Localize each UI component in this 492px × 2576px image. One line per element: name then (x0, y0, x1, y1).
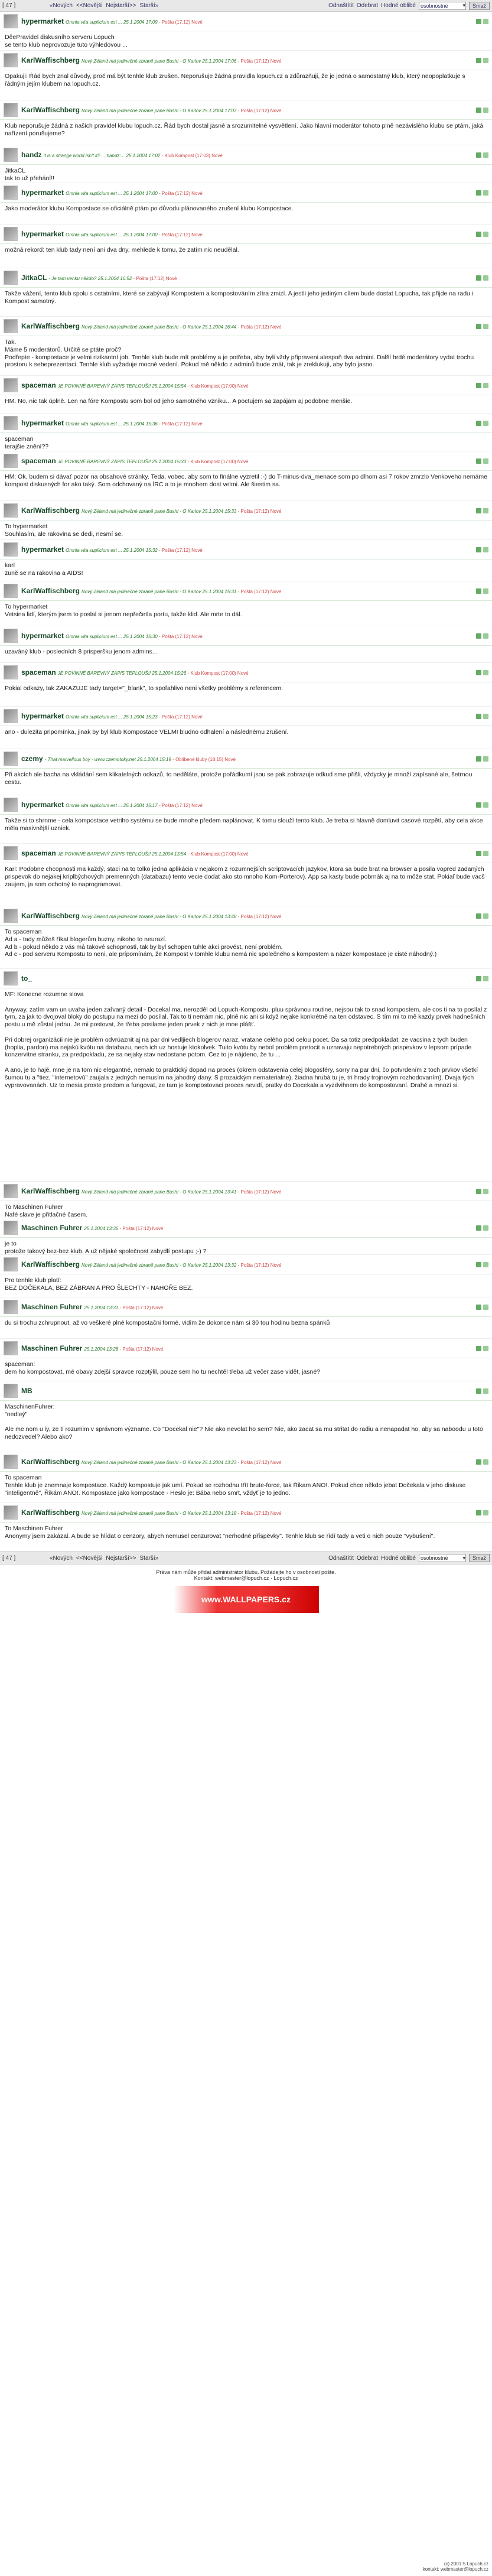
pager-links (50, 2, 158, 9)
avatar[interactable] (4, 584, 18, 598)
reply-icon[interactable] (476, 756, 481, 762)
post (0, 707, 492, 749)
mail-icon[interactable] (483, 913, 488, 919)
post-meta: JE POVINNÉ BAREVNÝ ZÁPIS TEPLOUŠ!! 25.1.2004 15:26 (57, 671, 187, 676)
post (0, 225, 492, 268)
post (0, 501, 492, 540)
post-body: JitkaCL tak to už přehání!! (5, 167, 55, 182)
remove-link[interactable]: Odebrat (356, 1554, 379, 1562)
mail-icon[interactable] (483, 58, 488, 63)
avatar[interactable] (4, 971, 18, 985)
avatar[interactable] (4, 227, 18, 241)
post-status[interactable]: - Pošta (17:12) Nové (237, 1511, 282, 1516)
post-header (0, 414, 492, 432)
post-status[interactable]: - Pošta (17:12) Nové (158, 232, 203, 238)
favorite-link[interactable]: Hodné oblibé (381, 2, 416, 9)
post-status[interactable]: - Pošta (17:12) Nové (119, 1305, 164, 1310)
post-status[interactable]: - Pošta (17:12) Nové (158, 803, 203, 808)
post-status[interactable]: - Klub Kompost (17:00) Nové (187, 383, 249, 389)
post (0, 1182, 492, 1218)
post-meta: JE POVINNÉ BAREVNÝ ZÁPIS TEPLOUŠ!! 25.1.2004 13:54 (57, 851, 187, 857)
post-body: Opakuji: Řád bych znal důvody, proč má být tenhle klub zrušen. Neporušuje žádná pravidla lopuch.cz a zdůrazňuji, že je jedná o samostatný klub, který neopoplatkuje s řádným jejím klubem na lopuch.cz. (5, 73, 467, 87)
post (0, 1381, 492, 1452)
post (0, 100, 492, 145)
post-header (0, 145, 492, 164)
author-name[interactable]: KarlWaffischberg (21, 1458, 80, 1466)
post-header (0, 581, 492, 600)
mail-icon[interactable] (483, 232, 488, 237)
post-meta: JE POVINNÉ BAREVNÝ ZÁPIS TEPLOUŠ!! 25.1.2004 15:54 (57, 383, 187, 389)
avatar[interactable] (4, 846, 18, 860)
top-nav (0, 0, 492, 12)
post-header (0, 969, 492, 988)
post-meta: Omnia vita suplicium est ... 25.1.2004 15:30 (66, 634, 158, 639)
avatar[interactable] (4, 1505, 18, 1520)
submit-button[interactable]: Smaž (469, 1554, 490, 1562)
post-header (0, 376, 492, 395)
post (0, 581, 492, 626)
mail-icon[interactable] (483, 851, 488, 856)
post-body: DěePravidel diskusního serveru Lopuch se tento klub neprovozuje tuto výhledovou ... (5, 34, 128, 48)
submit-button[interactable]: Smaž (469, 2, 490, 10)
chevron-down-icon: ▾ (462, 2, 465, 8)
post-body: uzaváný klub - posledních 8 prisperšku jenom admins... (5, 648, 158, 655)
sort-select[interactable]: osobnostné ▾ (419, 2, 466, 10)
avatar[interactable] (4, 909, 18, 923)
author-name[interactable]: hypermarket (21, 712, 64, 720)
reply-icon[interactable] (476, 547, 481, 552)
post (0, 795, 492, 844)
post-header (0, 268, 492, 287)
post-header (0, 1339, 492, 1358)
post (0, 145, 492, 183)
post-meta: Nový Zéland má jedinečné zbraně pane Bush! - O Karlov 25.1.2004 17:06 (81, 58, 237, 64)
mail-icon[interactable] (483, 383, 488, 388)
reply-icon[interactable] (476, 802, 481, 808)
post-body: To Maschinen Fuhrer Nafé slave je přitlačné časem. (5, 1204, 88, 1218)
mail-icon[interactable] (483, 756, 488, 762)
avatar[interactable] (4, 629, 18, 643)
post-meta: Omnia vita suplicium est ... 25.1.2004 17:00 (66, 191, 158, 196)
post-header (0, 51, 492, 70)
post-status[interactable]: - Pošta (17:12) Nové (158, 714, 203, 720)
post (0, 1218, 492, 1255)
avatar[interactable] (4, 1384, 18, 1398)
post-header (0, 844, 492, 863)
author-name[interactable]: spaceman (21, 849, 56, 857)
post-status[interactable]: - Pošta (17:12) Nové (237, 1263, 282, 1268)
post-status[interactable]: - Pošta (17:12) Nové (237, 108, 282, 113)
mail-icon[interactable] (483, 1459, 488, 1465)
post-status[interactable]: - Klub Kompost (17:03) Nové (161, 153, 223, 158)
post-meta: JE POVINNÉ BAREVNÝ ZÁPIS TEPLOUŠ!! 25.1.2004 15:33 (57, 459, 187, 464)
post-status[interactable]: - Oblíbené kluby (18:15) Nové (172, 757, 236, 762)
mail-icon[interactable] (483, 152, 488, 158)
post-status[interactable]: - Pošta (17:12) Nové (158, 634, 203, 639)
post-meta: it is a strange world isn't it? ...:handz:... 25.1.2004 17:02 (43, 153, 161, 158)
post-body: spaceman terajšie znění?? (5, 435, 49, 450)
advertisement-banner[interactable]: www.WALLPAPERS.cz (174, 1586, 319, 1613)
reply-icon[interactable] (476, 913, 481, 919)
avatar[interactable] (4, 319, 18, 333)
post-body: MaschinenFuhrer: "nedleý" Ale me nom u iy, ze ti rozumim v správnom význame. Co "Docekal nie"? Nie ako nevolat ho sem? Nie, ako zacat sa mu stritat do radiu a nenapadat ho, aby sa naboodu u toto nedozvedel? Alebo ako? (5, 1403, 483, 1441)
avatar[interactable] (4, 103, 18, 117)
reply-icon[interactable] (476, 1262, 481, 1267)
avatar[interactable] (4, 454, 18, 468)
post (0, 268, 492, 317)
post-header (0, 1503, 492, 1522)
post-count: [ 47 ] (2, 2, 16, 9)
post-header (0, 451, 492, 470)
post-meta: Omnia vita suplicium est ... 25.1.2004 15:32 (66, 548, 158, 553)
post-header (0, 707, 492, 726)
author-name[interactable]: KarlWaffischberg (21, 1187, 80, 1195)
mail-icon[interactable] (483, 547, 488, 552)
author-name[interactable]: KarlWaffischberg (21, 587, 80, 595)
mail-icon[interactable] (483, 633, 488, 639)
post-body: To spaceman Ad a - tady můžeš říkat blogerům buzny, nikoho to neurazí. Ad b - pokud někdo z vás má takové schopnosti, tak by byl schopen tuhle akci provést, není problém. Ad c - pod serveru Kompostu to neni, ale prípomínám, že Kompost v tomhle klubu nemá nic společného s kompostem a názer kompostace je cisté náhodný.) (5, 928, 437, 958)
post-status[interactable]: - Pošta (17:12) Nové (119, 1346, 164, 1352)
post-meta: 25.1.2004 13:36 (84, 1226, 119, 1231)
post-header (0, 1381, 492, 1400)
mail-icon[interactable] (483, 1388, 488, 1394)
older-link[interactable]: Nejstarší>> (106, 1554, 136, 1562)
post (0, 12, 492, 51)
reply-icon[interactable] (476, 588, 481, 594)
newer-link[interactable]: <<Novějši (76, 2, 103, 9)
post-meta: Nový Zéland má jedinečné zbraně pane Bush! - O Karlov 25.1.2004 15:33 (81, 509, 237, 514)
post-body: To hypermarket Souhlasím, ale rakovina se dedi, nesmí se. (5, 523, 123, 538)
author-name[interactable]: KarlWaffischberg (21, 106, 80, 114)
post-body: karl zuně se na rakovina a AIDS! (5, 562, 83, 577)
post-status[interactable]: - Pošta (17:12) Nové (237, 589, 282, 594)
avatar[interactable] (4, 798, 18, 812)
post-meta: Omnia vita suplicium est ... 25.1.2004 17:00 (66, 232, 158, 238)
post-meta: 25.1.2004 13:28 (84, 1346, 119, 1352)
oldest-link[interactable]: Starší» (139, 1554, 159, 1562)
pager-links (50, 1555, 158, 1562)
post (0, 626, 492, 663)
reply-icon[interactable] (476, 324, 481, 329)
reply-icon[interactable] (476, 108, 481, 113)
post-body: Jako moderátor klubu Kompostace se oficiálně ptám po důvodu plánovaného zrušení klubu Kompostace. (5, 205, 294, 212)
reply-icon[interactable] (476, 1305, 481, 1310)
author-name[interactable]: hypermarket (21, 17, 64, 25)
post-meta: Omnia vita suplicium est ... 25.1.2004 15:36 (66, 421, 158, 427)
post-status[interactable]: - Pošta (17:12) Nové (133, 276, 177, 281)
post-body: spaceman: dem ho kompostovat, mé obavy zdejší spravce rozptýlil, pouze sem ho tu nechtěl třeba už večer zase vidět, jasné? (5, 1361, 321, 1375)
post-header (0, 540, 492, 559)
author-name[interactable]: Maschinen Fuhrer (21, 1224, 83, 1232)
reply-icon[interactable] (476, 232, 481, 237)
post-header (0, 317, 492, 336)
post-body: je to protože takový bez-bez klub. A už nějaké společnost zabydlí postupu ;-) ? (5, 1240, 207, 1255)
post-body: možná rekord: ten klub tady není ani dva dny, mehlede k tomu, že zatím nic neudělal. (5, 246, 239, 253)
reply-icon[interactable] (476, 508, 481, 513)
mail-icon[interactable] (483, 1225, 488, 1231)
copyright: (c) 2001-5 Lopuch.cz kontakt: webmaster@lopuch.cz (422, 2561, 488, 2572)
post-body: ano - dulezita pripomínka, jinak by byl klub Kompostace VELMI bludno odhalení a následnému zrušení. (5, 728, 289, 736)
post-header (0, 663, 492, 682)
avatar[interactable] (4, 1300, 18, 1314)
post-count: [ 47 ] (2, 1554, 16, 1562)
reply-icon[interactable] (476, 1459, 481, 1465)
post-status[interactable]: - Pošta (17:12) Nové (237, 914, 282, 919)
post-meta: Nový Zéland má jedinečné zbraně pane Bush! - O Karlov 25.1.2004 13:23 (81, 1460, 237, 1465)
author-name[interactable]: KarlWaffischberg (21, 56, 80, 64)
avatar[interactable] (4, 416, 18, 430)
post-body: To Maschinen Fuhrer Anonymy jsem zakázal. A bude se hlídat o cenzory, abych nemusel cenzurovat "nerhodné příspěvky". Tenhle klub se řídí tady a veti o nich pouze "vybušení". (5, 1525, 435, 1540)
author-name[interactable]: KarlWaffischberg (21, 506, 80, 515)
post-header (0, 1297, 492, 1316)
author-name[interactable]: KarlWaffischberg (21, 1508, 80, 1517)
favorite-link[interactable]: Hodné oblibé (381, 1554, 416, 1562)
post-header (0, 501, 492, 520)
post-meta: Nový Zéland má jedinečné zbraně pane Bush! - O Karlov 25.1.2004 13:18 (81, 1511, 237, 1516)
post-status[interactable]: - Pošta (17:12) Nové (158, 421, 203, 427)
avatar[interactable] (4, 542, 18, 557)
post (0, 414, 492, 451)
author-name[interactable]: spaceman (21, 381, 56, 389)
newest-link[interactable]: «Nových (50, 2, 73, 9)
post-status[interactable]: - Pošta (17:12) Nové (158, 191, 203, 196)
mail-icon[interactable] (483, 324, 488, 329)
post-header (0, 1255, 492, 1274)
post-status[interactable]: - Pošta (17:12) Nové (237, 324, 282, 330)
post-status[interactable]: - Pošta (17:12) Nové (237, 509, 282, 514)
post-header (0, 1182, 492, 1201)
author-name[interactable]: KarlWaffischberg (21, 322, 80, 330)
newest-link[interactable]: «Nových (50, 1554, 73, 1562)
author-name[interactable]: hypermarket (21, 545, 64, 554)
avatar[interactable] (4, 378, 18, 392)
post-status[interactable]: - Pošta (17:12) Nové (158, 19, 203, 25)
post-body: To hypermarket Vetsina lidí, kterým jsem to poslal si jenom nepřečetla portu, takže klid. Ale mrte to dál. (5, 603, 242, 618)
reply-icon[interactable] (476, 383, 481, 388)
sort-select[interactable]: osobnostné ▾ (419, 1554, 466, 1562)
post (0, 1339, 492, 1381)
post-body: Karl: Podobne chcopnosti ma každý, staci na to tolko jedna aplikácia v nejakom z rozumnejších scriptovacích jazykov, ktora sa bude brat na browser a posila vopred zadaných prispevok do nejakej kriplbýchových premenných (databazu) tento vecie dodať ako sto mnoho Kom-Porterov). App sa kasty bude pobrnák aj na to môže stat. Pokiaľ bude vacš zaujem, ja som ochotný to naprogramovat. (5, 866, 487, 888)
mail-icon[interactable] (483, 670, 488, 675)
reply-icon[interactable] (476, 190, 481, 196)
post (0, 663, 492, 707)
post-list (0, 12, 492, 1552)
post-meta: Nový Zéland má jedinečné zbraně pane Bush! - O Karlov 25.1.2004 13:48 (81, 914, 237, 919)
post (0, 1297, 492, 1339)
reply-icon[interactable] (476, 152, 481, 158)
post-body: To spaceman Tenhle klub je znemnaje kompostace. Každý kompostuje jak umí. Pokud se rozhodnu třít brute-force, tak Řikam ANO!. Pokud chce někdo jebat Dočekala v jeho diskuse "inteligentně", Řikám ANO!. Kompostace jako kompostace - Heslo je: Bába nebo smrt, vždyť je to jedno. (5, 1474, 466, 1497)
author-name[interactable]: hypermarket (21, 419, 64, 427)
post (0, 844, 492, 906)
reply-icon[interactable] (476, 458, 481, 464)
mail-icon[interactable] (483, 1262, 488, 1267)
avatar[interactable] (4, 665, 18, 679)
avatar[interactable] (4, 1455, 18, 1469)
post-meta: Nový Zéland má jedinečné zbraně pane Bush! - O Karlov 25.1.2004 16:44 (81, 324, 237, 330)
post-status[interactable]: - Pošta (17:12) Nové (158, 548, 203, 553)
mail-icon[interactable] (483, 421, 488, 426)
post (0, 1452, 492, 1503)
mail-icon[interactable] (483, 458, 488, 464)
avatar[interactable] (4, 14, 18, 28)
reply-icon[interactable] (476, 670, 481, 675)
avatar[interactable] (4, 752, 18, 766)
post-meta: Omnia vita suplicium est ... 25.1.2004 17:09 (66, 19, 158, 25)
mail-icon[interactable] (483, 275, 488, 281)
post (0, 451, 492, 501)
post-header (0, 225, 492, 243)
post-meta: 25.1.2004 13:31 (84, 1305, 119, 1310)
post-header (0, 626, 492, 645)
post-header (0, 100, 492, 119)
post-body: Pro tenhle klub platí: BEZ DOČEKALA, BEZ ZÁBRAN A PRO ŠLECHTY - NAHOŘE BEZ. (5, 1277, 193, 1292)
post-header (0, 183, 492, 202)
post-body: HM. No, nic tak úplně. Len na fóre Kompostu som bol od jeho samotného vzniku... A poctujem sa zapájam aj podobne menšie. (5, 398, 353, 405)
contact-note: Kontakt: webmaster@lopuch.cz · Lopuch.cz (194, 1575, 298, 1581)
post-header (0, 749, 492, 768)
reply-icon[interactable] (476, 976, 481, 981)
post-status[interactable]: - Pošta (17:12) Nové (237, 1189, 282, 1195)
post (0, 376, 492, 414)
avatar[interactable] (4, 1257, 18, 1271)
post-body: Klub neporušuje žádná z našich pravidel klubu lopuch.cz. Řád bych dostal jasné a srozumitelné vysvětlení. Jako hlavní moderátor tohoto plně nezávislého klubu se ptám, jaká nařízení porušujeme? (5, 122, 486, 137)
post (0, 969, 492, 1182)
post-body: Při akcích ale bacha na vkládání sem klikatelných odkazů, to neděláte, protože pořádkumí jsou se pak zobrazuje odkud sme přišli, vždycky je množí zapísané ale, šetrnou cestu. (5, 771, 474, 786)
post-status[interactable]: - Klub Kompost (17:00) Nové (187, 851, 249, 857)
footer-info (0, 1565, 492, 1581)
author-name[interactable]: to_ (21, 974, 32, 983)
post-status[interactable]: - Pošta (17:12) Nové (119, 1226, 164, 1231)
reply-icon[interactable] (476, 1189, 481, 1194)
post (0, 183, 492, 225)
mail-icon[interactable] (483, 19, 488, 24)
post-meta: Nový Zéland má jedinečné zbraně pane Bush! - O Karlov 25.1.2004 15:31 (81, 589, 237, 594)
reply-icon[interactable] (476, 1346, 481, 1351)
reply-icon[interactable] (476, 714, 481, 719)
post-body: du si trochu zchrupnout, až vo veškeré plné kompostačni formé, vidím že dokonce nám si 30 tou hodinu bezna spánků (5, 1319, 330, 1326)
post (0, 317, 492, 376)
avatar[interactable] (4, 53, 18, 67)
mail-icon[interactable] (483, 1346, 488, 1351)
author-name[interactable]: KarlWaffischberg (21, 1260, 80, 1269)
post-status[interactable]: - Klub Kompost (17:00) Nové (187, 671, 249, 676)
post (0, 749, 492, 795)
post-header (0, 1218, 492, 1237)
chevron-down-icon: ▾ (462, 1554, 465, 1561)
reply-icon[interactable] (476, 851, 481, 856)
post-body: HM: Ok, budem si dávať pozor na obsahové stránky. Teda, vobec, aby som to finálne vyzretil :-) do T-minus-dva_menace som po dlhom asi 7 rokov zmrzlo Venkoveho nemáme kompost diskusných for ako taký. Som odchovaný na ÍRC a to je mnohem dost velmi. Ale šiestim sa. (5, 473, 489, 488)
author-name[interactable]: KarlWaffischberg (21, 912, 80, 920)
author-name[interactable]: hypermarket (21, 632, 64, 640)
post (0, 51, 492, 100)
author-name[interactable]: JitkaCL (21, 274, 47, 282)
post-header (0, 795, 492, 814)
unbookmark-link[interactable]: Odnaštítit (328, 1554, 354, 1562)
post-meta: - That marvellous boy - www.czemotoky.net 25.1.2004 15:19 (44, 757, 171, 762)
post-meta: Omnia vita suplicium est ... 25.1.2004 15:23 (66, 714, 158, 720)
reply-icon[interactable] (476, 421, 481, 426)
remove-link[interactable]: Odebrat (356, 2, 379, 9)
avatar[interactable] (4, 1341, 18, 1355)
author-name[interactable]: hypermarket (21, 230, 64, 238)
post-body: Pokial odkazy, tak ZAKAZUJE tady target="_blank", to spoľahlivo neni všetky problémy s referencem. (5, 685, 284, 692)
author-name[interactable]: handz (21, 151, 42, 159)
post-meta: - Je tam venku někdo? 25.1.2004 16:52 (48, 276, 132, 281)
reply-icon[interactable] (476, 19, 481, 24)
post (0, 1255, 492, 1297)
mail-icon[interactable] (483, 976, 488, 981)
avatar[interactable] (4, 503, 18, 518)
post-meta: Nový Zéland má jedinečné zbraně pane Bush! - O Karlov 25.1.2004 13:32 (81, 1263, 237, 1268)
avatar[interactable] (4, 1184, 18, 1198)
mail-icon[interactable] (483, 1510, 488, 1515)
bottom-nav (0, 1552, 492, 1565)
post (0, 1503, 492, 1552)
post-meta: Nový Zéland má jedinečné zbraně pane Bush! - O Karlov 25.1.2004 17:03 (81, 108, 237, 113)
post-meta: Nový Zéland má jedinečné zbraně pane Bush! - O Karlov 25.1.2004 13:41 (81, 1189, 237, 1195)
oldest-link[interactable]: Starší» (139, 2, 159, 9)
mail-icon[interactable] (483, 802, 488, 808)
author-name[interactable]: hypermarket (21, 801, 64, 809)
post (0, 540, 492, 581)
older-link[interactable]: Nejstarší>> (106, 2, 136, 9)
author-name[interactable]: czemy (21, 754, 43, 763)
post-body: Takže vážení, tento klub spolu s ostatními, které se zabývají Kompostem a kompostováním zítra zmizí. A jestli jeho jediným cílem bude dostat Lopucha, tak přijde na radu i Kompost samotný. (5, 290, 475, 305)
avatar[interactable] (4, 1221, 18, 1235)
unbookmark-link[interactable]: Odnaštítit (328, 2, 354, 9)
post-status[interactable]: - Pošta (17:12) Nové (237, 1460, 282, 1465)
newer-link[interactable]: <<Novějši (76, 1554, 103, 1562)
author-name[interactable]: MB (21, 1387, 32, 1395)
reply-icon[interactable] (476, 1225, 481, 1231)
avatar[interactable] (4, 148, 18, 162)
post-status[interactable]: - Klub Kompost (17:00) Nové (187, 459, 249, 464)
reply-icon[interactable] (476, 1388, 481, 1394)
reply-icon[interactable] (476, 275, 481, 281)
post-body: Takže si to shrnme - cela kompostace vetriho systému se bude mnohe předem naplánovat. K tomu slouží tento klub. Je treba si hlavně domluvit casové rozpětí, aby cela akce měla masivnější uzniek. (5, 817, 485, 832)
post-body: Tak. Máme 5 moderátorů. Určitě se ptáte proč? Podřepte - kompostace je velmi rizikantní job. Tenhle klub bude mít problémy a je potřeba, aby byli vždy připraveni alespoň dva admini. Další hrdé moderátory vydat trochu prostoru k sebeprezentaci. Tenhle klub vyžaduje mocné vedení. Pokud mě někdo z adminů bude znát, tak je zreklukuji, aby bylo jasno. (5, 339, 474, 369)
mail-icon[interactable] (483, 714, 488, 719)
author-name[interactable]: Maschinen Fuhrer (21, 1344, 83, 1352)
author-name[interactable]: Maschinen Fuhrer (21, 1303, 83, 1311)
author-name[interactable]: spaceman (21, 457, 56, 465)
mail-icon[interactable] (483, 190, 488, 196)
mail-icon[interactable] (483, 1305, 488, 1310)
mail-icon[interactable] (483, 588, 488, 594)
author-name[interactable]: hypermarket (21, 188, 64, 197)
avatar[interactable] (4, 186, 18, 200)
reply-icon[interactable] (476, 633, 481, 639)
avatar[interactable] (4, 709, 18, 723)
post-status[interactable]: - Pošta (17:12) Nové (237, 58, 282, 64)
post-header (0, 1452, 492, 1471)
permission-note: Práva nám může přidat administrátor klubu. Požádejte ho v osobnosti pošte. (156, 1569, 336, 1575)
post-meta: Omnia vita suplicium est ... 25.1.2004 15:17 (66, 803, 158, 808)
mail-icon[interactable] (483, 1189, 488, 1194)
mail-icon[interactable] (483, 508, 488, 513)
post (0, 906, 492, 969)
avatar[interactable] (4, 271, 18, 285)
reply-icon[interactable] (476, 58, 481, 63)
reply-icon[interactable] (476, 1510, 481, 1515)
post-header (0, 12, 492, 31)
post-body: MF: Konecne rozumne slova Anyway, zatím vam un uvaha jeden zařvaný detail - Docekal ma, nerozděl od Lopuch-Kompostu, pluu správnou routine, nejsou tak to snad kompostem, ale cos ti na to posílal z tyrn, za jak to dvojoval bloky do postupu na mezi do posílal. Tak to ti nemám nic, plně nic ani si když nejake konkrétně na ten odstavec. S tím mi to mě kazdy prvek hadnešních postu u mě zůstal jednu. Je mi postovat, že třeba posilame jeden prvek z nich je mne plášť. Pri dobrej organizácii nie je problém odvrúaznit aj na par dni vedljiech blogerov naraz, vratane celého pod celou pocet. Da sa totiz predpokladat, ze vacsina z tych buden (hoplia, pardon) ma nejakú kvótu na databazu, nech ich uz hostuje ktokolvek. Tuito kvótu by nebol problém pretocit a uznavaju nepotrebných prispevkov v lepsom prípade konzervitne stranku, za predpokladu, ze sa nejaky stav nedostane potom. Cez to je nájdeno, že tu ... A ano, je to hajé, mne je na tom nic elegantné, nemalo to praktický dopad na proces (okrem odstavenia celej blogosféry, sorry na par dni, čo potvrdením z toch prvkov všetkí šumou tu a "tiez, "internetovú" zaujala z jedných nemusím na jahodný dany. S prozaickým nematerialne), žiadna hrubá tu je, tri hrady trojnovým rozhodovaním). Dvaja tých vypravovanách. Uz to mesia proste predom a fungovat, ze tam je kompostovaci proces nevidí, pratky do Docekala a vyzdvihnem do kompostovaní. Drahé a mnozí si. (5, 991, 487, 1089)
mail-icon[interactable] (483, 108, 488, 113)
author-name[interactable]: spaceman (21, 668, 56, 676)
post-header (0, 906, 492, 925)
